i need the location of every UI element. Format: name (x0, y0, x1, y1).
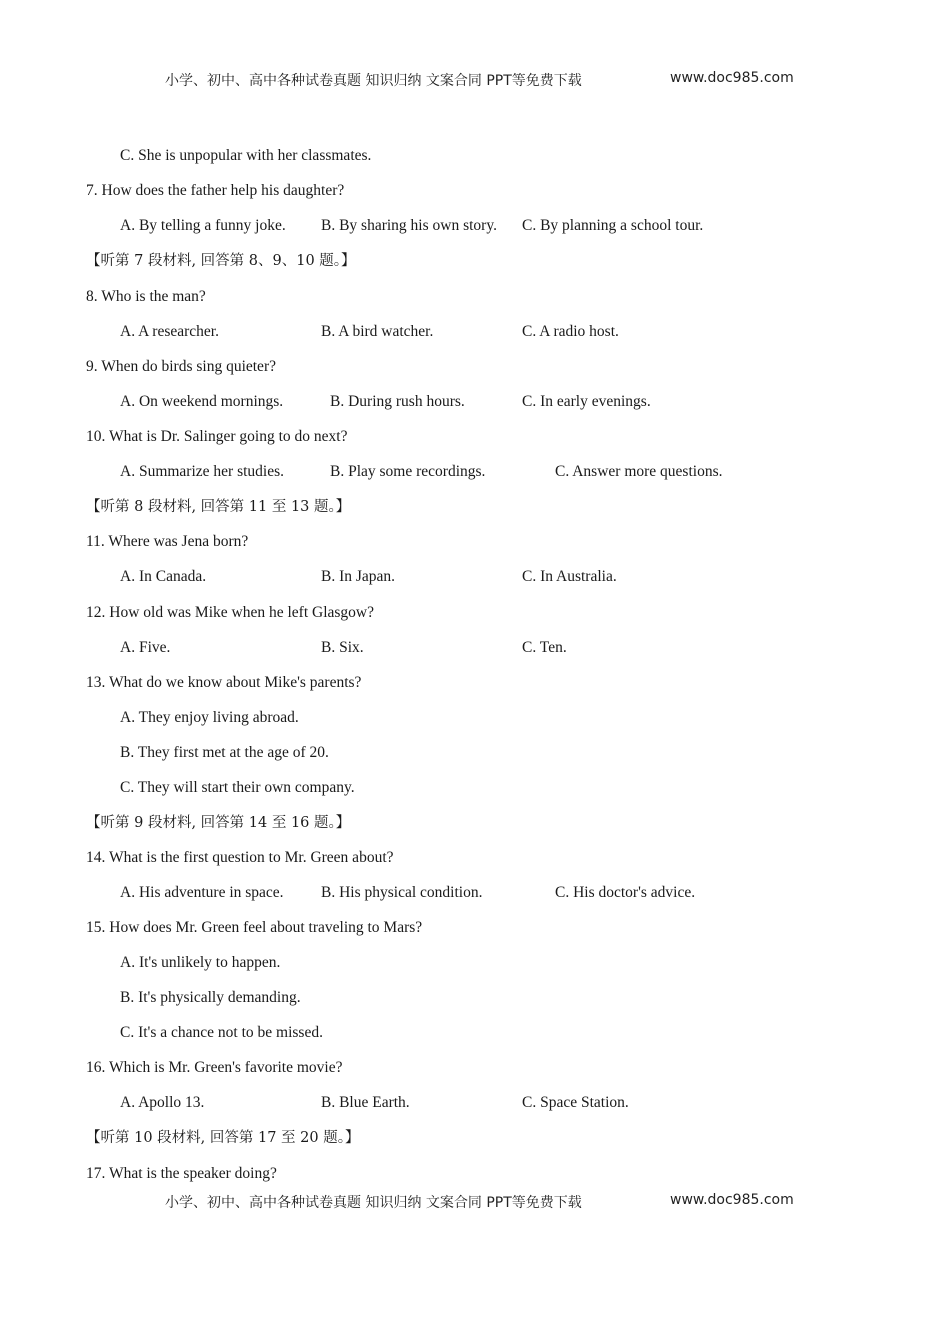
question-11: 11. Where was Jena born? (86, 533, 249, 550)
question-15: 15. How does Mr. Green feel about traveling to Mars? (86, 919, 423, 936)
q10-option-a: A. Summarize her studies. (120, 463, 285, 480)
q8-option-b: B. A bird watcher. (321, 323, 434, 340)
q13-option-b: B. They first met at the age of 20. (120, 744, 329, 761)
q16-option-b: B. Blue Earth. (321, 1094, 410, 1111)
q15-option-a: A. It's unlikely to happen. (120, 954, 281, 971)
question-14: 14. What is the first question to Mr. Green about? (86, 849, 394, 866)
q8-option-c: C. A radio host. (522, 323, 619, 340)
q11-option-c: C. In Australia. (522, 568, 617, 585)
footer-url[interactable]: www.doc985.com (670, 1192, 794, 1208)
page-footer (0, 1192, 950, 1216)
question-9: 9. When do birds sing quieter? (86, 358, 276, 375)
question-7: 7. How does the father help his daughter? (86, 182, 345, 199)
section-heading-9: 【听第 9 段材料, 回答第 14 至 16 题。】 (86, 815, 351, 831)
q10-option-b: B. Play some recordings. (330, 463, 486, 480)
q10-option-c: C. Answer more questions. (555, 463, 723, 480)
q14-option-c: C. His doctor's advice. (555, 884, 696, 901)
q14-option-a: A. His adventure in space. (120, 884, 284, 901)
header-text: 小学、初中、高中各种试卷真题 知识归纳 文案合同 PPT等免费下载 (165, 73, 582, 89)
q7-option-a: A. By telling a funny joke. (120, 217, 286, 234)
q14-option-b: B. His physical condition. (321, 884, 483, 901)
q8-option-a: A. A researcher. (120, 323, 219, 340)
q9-option-a: A. On weekend mornings. (120, 393, 284, 410)
q12-option-a: A. Five. (120, 639, 171, 656)
section-heading-10: 【听第 10 段材料, 回答第 17 至 20 题。】 (86, 1130, 360, 1146)
q11-option-a: A. In Canada. (120, 568, 207, 585)
q12-option-b: B. Six. (321, 639, 364, 656)
question-10: 10. What is Dr. Salinger going to do next? (86, 428, 348, 445)
question-16: 16. Which is Mr. Green's favorite movie? (86, 1059, 343, 1076)
q11-option-b: B. In Japan. (321, 568, 396, 585)
header-url[interactable]: www.doc985.com (670, 70, 794, 86)
q15-option-c: C. It's a chance not to be missed. (120, 1024, 323, 1041)
q15-option-b: B. It's physically demanding. (120, 989, 301, 1006)
section-heading-7: 【听第 7 段材料, 回答第 8、9、10 题。】 (86, 253, 356, 269)
q6-option-c: C. She is unpopular with her classmates. (120, 147, 372, 164)
q9-option-c: C. In early evenings. (522, 393, 651, 410)
q12-option-c: C. Ten. (522, 639, 567, 656)
q7-option-c: C. By planning a school tour. (522, 217, 704, 234)
q13-option-c: C. They will start their own company. (120, 779, 355, 796)
question-13: 13. What do we know about Mike's parents? (86, 674, 362, 691)
q16-option-a: A. Apollo 13. (120, 1094, 205, 1111)
question-17: 17. What is the speaker doing? (86, 1165, 277, 1182)
footer-text: 小学、初中、高中各种试卷真题 知识归纳 文案合同 PPT等免费下载 (165, 1195, 582, 1211)
q16-option-c: C. Space Station. (522, 1094, 629, 1111)
q7-option-b: B. By sharing his own story. (321, 217, 497, 234)
page-header (0, 70, 950, 94)
section-heading-8: 【听第 8 段材料, 回答第 11 至 13 题。】 (86, 499, 351, 515)
q13-option-a: A. They enjoy living abroad. (120, 709, 299, 726)
q9-option-b: B. During rush hours. (330, 393, 465, 410)
question-8: 8. Who is the man? (86, 288, 206, 305)
question-12: 12. How old was Mike when he left Glasgow? (86, 604, 374, 621)
